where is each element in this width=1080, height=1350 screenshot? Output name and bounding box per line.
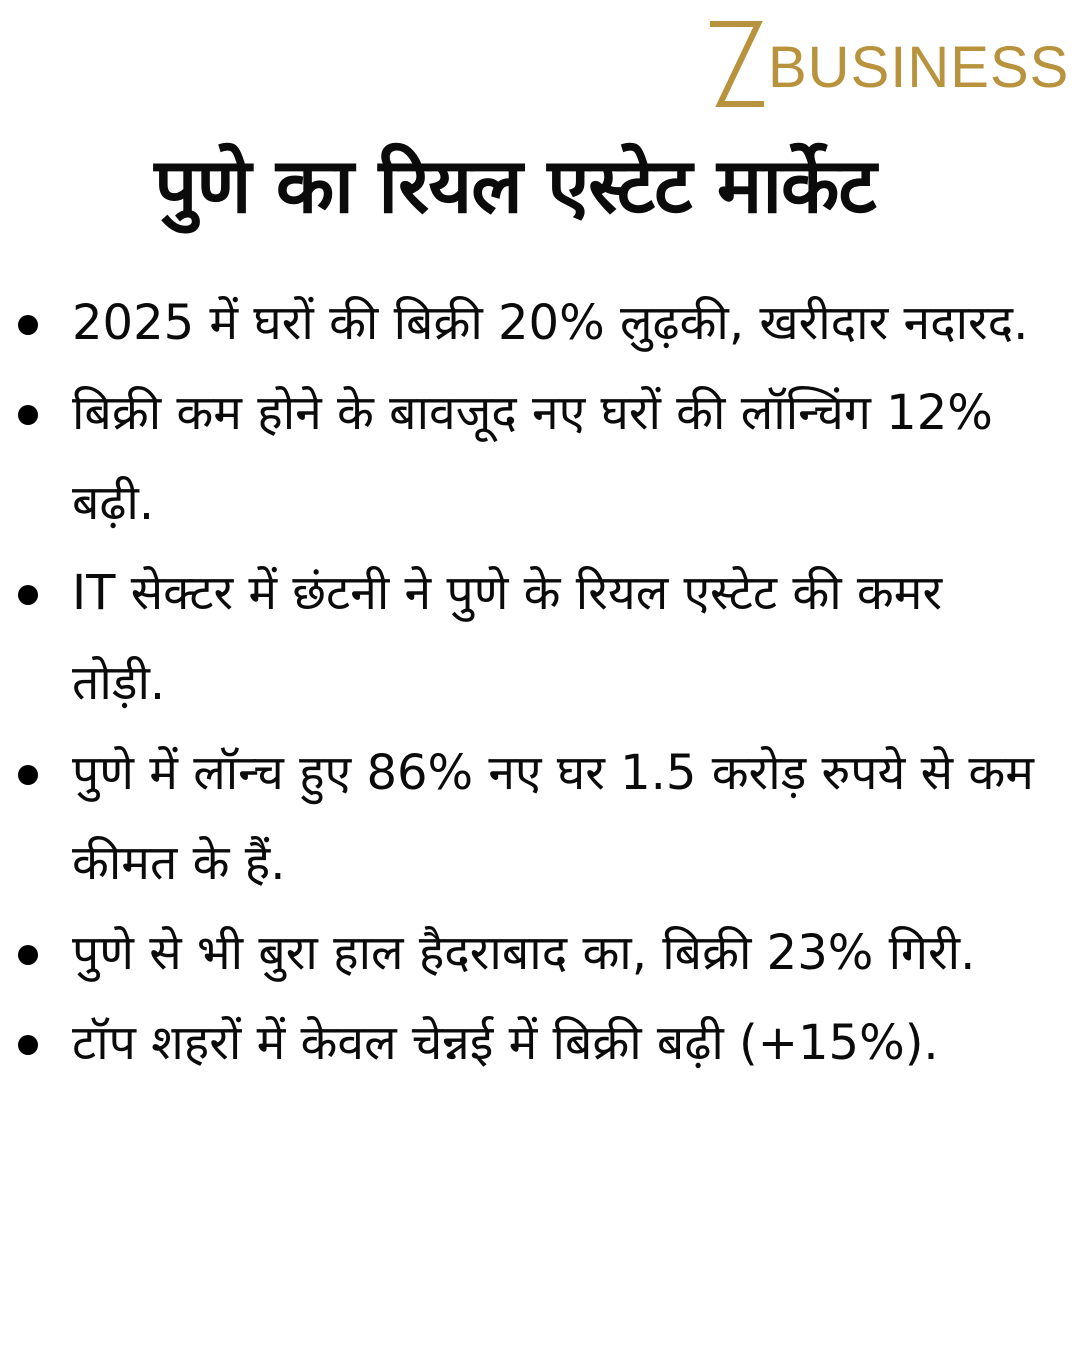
- bullet-item: [0, 278, 1080, 368]
- bullet-dot-icon: [18, 765, 38, 785]
- zee-business-logo: [706, 18, 1070, 114]
- bullet-list: [0, 278, 1080, 1088]
- bullet-dot-icon: [18, 585, 38, 605]
- bullet-text: टॉप शहरों में केवल चेन्नई में बिक्री बढ़ी (+15%).: [72, 1015, 939, 1071]
- bullet-text: पुणे में लॉन्च हुए 86% नए घर 1.5 करोड़ रुपये से कम कीमत के हैं.: [72, 745, 1034, 891]
- bullet-item: [0, 368, 1080, 548]
- bullet-text: बिक्री कम होने के बावजूद नए घरों की लॉन्चिंग 12% बढ़ी.: [72, 385, 993, 531]
- bullet-item: [0, 728, 1080, 908]
- bullet-text: 2025 में घरों की बिक्री 20% लुढ़की, खरीदार नदारद.: [72, 295, 1029, 351]
- bullet-dot-icon: [18, 405, 38, 425]
- bullet-dot-icon: [18, 315, 38, 335]
- bullet-text: पुणे से भी बुरा हाल हैदराबाद का, बिक्री 23% गिरी.: [72, 925, 976, 981]
- logo-wordmark: BUSINESS: [768, 35, 1070, 100]
- bullet-item: [0, 998, 1080, 1088]
- page-title: पुणे का रियल एस्टेट मार्केट: [154, 141, 876, 230]
- z-logo-mark-icon: [706, 18, 770, 112]
- bullet-dot-icon: [18, 1035, 38, 1055]
- bullet-item: [0, 548, 1080, 728]
- bullet-text: IT सेक्टर में छंटनी ने पुणे के रियल एस्टेट की कमर तोड़ी.: [72, 565, 943, 711]
- bullet-item: [0, 908, 1080, 998]
- bullet-dot-icon: [18, 945, 38, 965]
